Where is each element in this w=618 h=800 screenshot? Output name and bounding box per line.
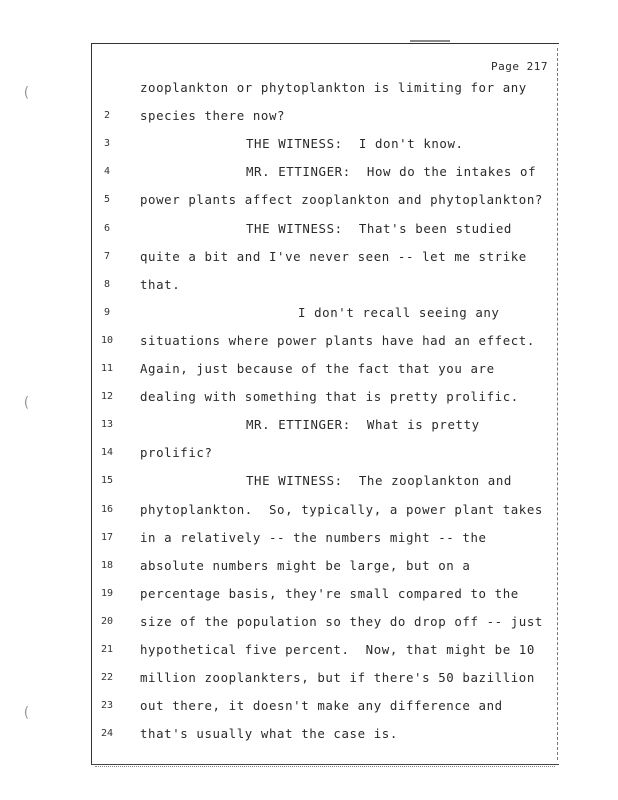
transcript-line-text: THE WITNESS: I don't know. bbox=[246, 136, 464, 152]
transcript-line-text: THE WITNESS: That's been studied bbox=[246, 220, 512, 236]
line-number: 24 bbox=[100, 728, 114, 740]
line-number: 17 bbox=[100, 531, 114, 543]
transcript-line-text: phytoplankton. So, typically, a power plant takes bbox=[140, 501, 543, 517]
transcript-line-text: dealing with something that is pretty prolific. bbox=[140, 389, 519, 405]
transcript-line-text: absolute numbers might be large, but on a bbox=[140, 557, 471, 573]
line-number: 10 bbox=[100, 334, 114, 346]
line-number: 18 bbox=[100, 559, 114, 571]
transcript-line-text: zooplankton or phytoplankton is limiting for any bbox=[140, 80, 527, 95]
transcript-line-text: that. bbox=[140, 276, 181, 292]
line-number: 3 bbox=[103, 138, 111, 150]
transcript-line-text: situations where power plants have had an effect. bbox=[140, 332, 535, 348]
transcript-right-edge bbox=[557, 48, 558, 760]
transcript-line-text: percentage basis, they're small compared to the bbox=[140, 585, 519, 601]
line-number: 9 bbox=[103, 306, 111, 318]
line-number: 11 bbox=[100, 363, 114, 374]
transcript-line-text: species there now? bbox=[140, 108, 286, 124]
line-number: 19 bbox=[100, 587, 114, 599]
transcript-line-text: MR. ETTINGER: What is pretty bbox=[246, 417, 480, 433]
line-number: 2 bbox=[103, 110, 111, 122]
line-number: 22 bbox=[100, 672, 114, 684]
transcript-line-text: quite a bit and I've never seen -- let me strike bbox=[140, 248, 527, 264]
transcript-line-text: power plants affect zooplankton and phytoplankton? bbox=[140, 192, 543, 208]
line-number: 8 bbox=[103, 278, 111, 290]
transcript-line-text: size of the population so they do drop off -- just bbox=[140, 613, 543, 629]
transcript-line-text: Again, just because of the fact that you are bbox=[140, 361, 495, 376]
line-number: 5 bbox=[103, 194, 111, 206]
transcript-line-text: hypothetical five percent. Now, that might be 10 bbox=[140, 642, 535, 657]
transcript-line-text: MR. ETTINGER: How do the intakes of bbox=[246, 164, 537, 180]
scan-bottom-line bbox=[95, 766, 555, 768]
line-number: 16 bbox=[100, 503, 114, 515]
transcript-line-text: I don't recall seeing any bbox=[298, 304, 500, 320]
line-number: 20 bbox=[100, 615, 114, 627]
line-number: 7 bbox=[103, 250, 111, 262]
transcript-line-text: THE WITNESS: The zooplankton and bbox=[246, 473, 512, 489]
transcript-line-text: that's usually what the case is. bbox=[140, 726, 398, 742]
hole-punch-mark-middle: ( bbox=[22, 395, 31, 411]
line-number: 6 bbox=[103, 222, 111, 234]
line-number: 15 bbox=[100, 475, 114, 487]
line-number: 13 bbox=[100, 419, 114, 431]
line-number: 23 bbox=[100, 700, 114, 712]
line-number: 14 bbox=[100, 447, 114, 459]
scan-top-mark bbox=[410, 40, 450, 42]
transcript-line-text: million zooplankters, but if there's 50 bazillion bbox=[140, 670, 535, 686]
transcript-line-text: out there, it doesn't make any difference and bbox=[140, 698, 503, 714]
transcript-line-text: in a relatively -- the numbers might -- the bbox=[140, 529, 487, 545]
line-number: 12 bbox=[100, 391, 114, 403]
hole-punch-mark-top: ( bbox=[22, 85, 31, 101]
transcript-line-text: prolific? bbox=[140, 445, 213, 461]
hole-punch-mark-bottom: ( bbox=[22, 705, 31, 721]
page-header: Page 217 bbox=[491, 60, 548, 73]
line-number: 21 bbox=[100, 644, 114, 655]
line-number: 4 bbox=[103, 166, 111, 178]
